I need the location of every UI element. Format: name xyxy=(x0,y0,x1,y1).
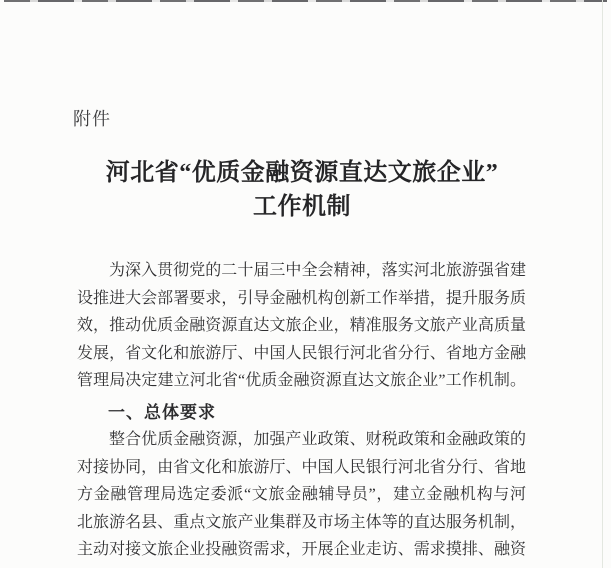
section-1-line-5: 主动对接文旅企业投融资需求，开展企业走访、需求摸排、融资 xyxy=(77,541,526,558)
attachment-label: 附件 xyxy=(73,109,111,129)
section-1-paragraph xyxy=(77,426,526,564)
intro-paragraph xyxy=(77,257,526,395)
document-title-line-1: 河北省“优质金融资源直达文旅企业” xyxy=(105,160,499,186)
section-1-line-3: 方金融管理局选定委派“文旅金融辅导员”，建立金融机构与河 xyxy=(77,486,526,503)
document-title xyxy=(78,156,526,224)
intro-line-1: 为深入贯彻党的二十届三中全会精神，落实河北旅游强省建 xyxy=(109,262,526,279)
scan-artifact-right-line xyxy=(602,0,603,568)
intro-line-4: 发展，省文化和旅游厅、中国人民银行河北省分行、省地方金融 xyxy=(77,344,526,362)
section-1-line-1: 整合优质金融资源，加强产业政策、财税政策和金融政策的 xyxy=(109,431,526,448)
document-title-line-2: 工作机制 xyxy=(253,194,351,220)
intro-line-3: 效，推动优质金融资源直达文旅企业，精准服务文旅产业高质量 xyxy=(77,317,526,334)
document-body xyxy=(77,257,526,564)
intro-line-2: 设推进大会部署要求，引导金融机构创新工作举措，提升服务质 xyxy=(77,289,526,307)
section-1-heading: 一、总体要求 xyxy=(108,402,216,422)
section-1-line-2: 对接协同，由省文化和旅游厅、中国人民银行河北省分行、省地 xyxy=(77,458,526,476)
scan-artifact-top-line xyxy=(4,0,607,2)
intro-line-5: 管理局决定建立河北省“优质金融资源直达文旅企业”工作机制。 xyxy=(77,372,526,389)
section-1-line-4: 北旅游名县、重点文旅产业集群及市场主体等的直达服务机制， xyxy=(77,513,526,531)
